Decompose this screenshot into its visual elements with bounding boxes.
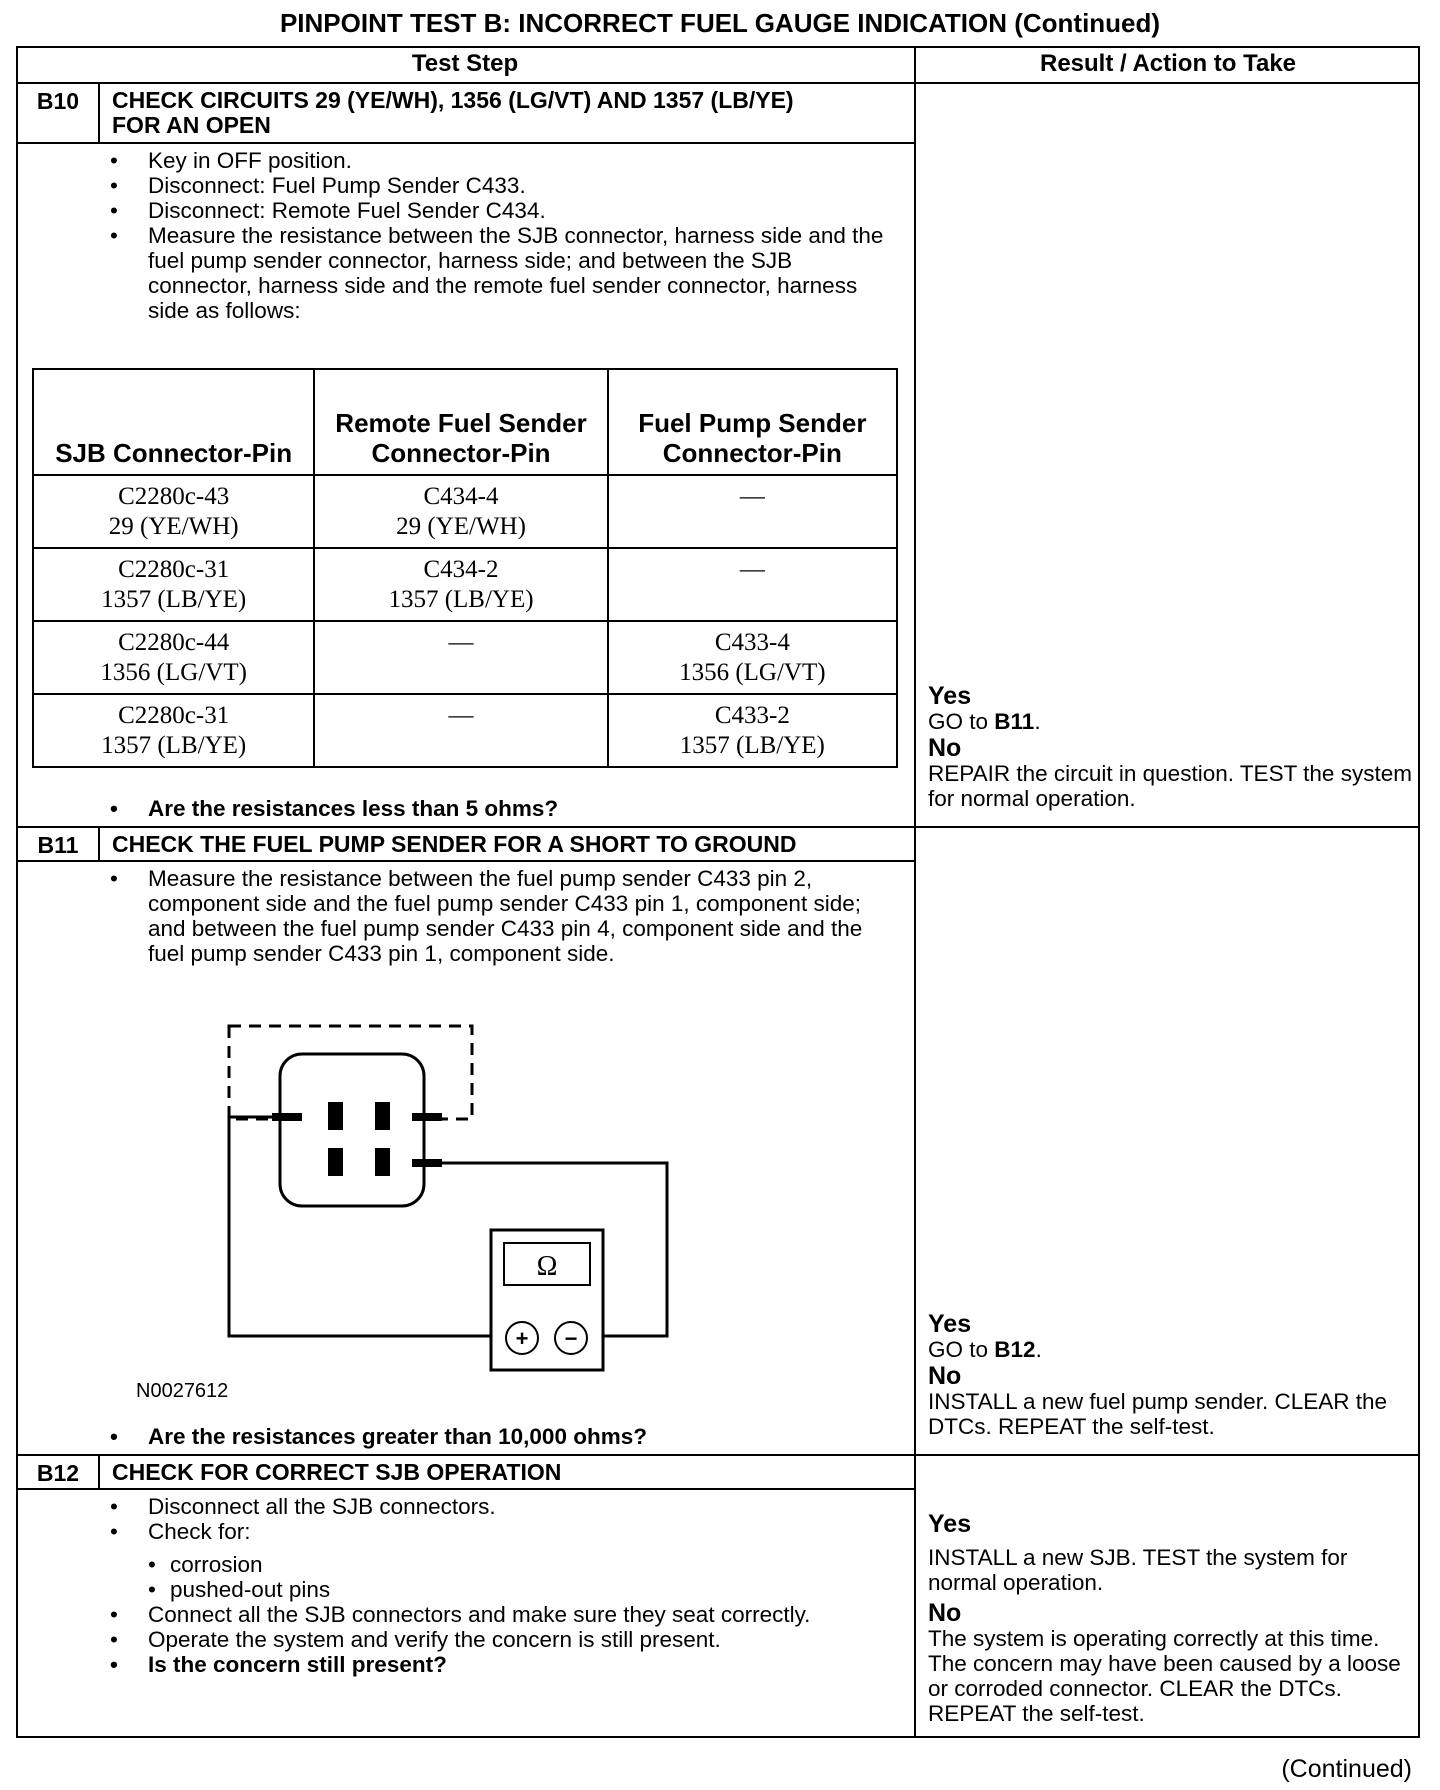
table-cell: — (314, 621, 607, 694)
probe-tip (412, 1159, 442, 1167)
b12-no-action: The system is operating correctly at this time. The concern may have been caused by a loose or corroded connector. CLEAR the DTCs. REPEAT the self-test. (928, 1626, 1401, 1726)
b10-bullet-2: • Disconnect: Fuel Pump Sender C433. (110, 173, 890, 198)
connector-body (280, 1054, 424, 1206)
plus-sign: + (515, 1326, 529, 1351)
b11-question: • Are the resistances greater than 10,000 ohms? (110, 1424, 890, 1449)
b12-instructions (110, 1494, 890, 1677)
table-cell: C434-2 1357 (LB/YE) (314, 548, 607, 621)
pin-table-header: Remote Fuel Sender Connector-Pin (314, 369, 607, 475)
table-cell: C2280c-31 1357 (LB/YE) (33, 694, 314, 767)
b11-yes-action: GO to B12. (928, 1337, 1042, 1362)
b11-b12-separator (16, 1454, 1420, 1456)
b10-title-line2: FOR AN OPEN (112, 112, 271, 138)
b12-bullet-1: • Disconnect all the SJB connectors. (110, 1494, 890, 1519)
table-cell: C2280c-44 1356 (LG/VT) (33, 621, 314, 694)
b12-yes-label: Yes (928, 1510, 972, 1538)
b11-no-label: No (928, 1362, 962, 1390)
b11-step-id: B11 (37, 832, 79, 858)
table-cell: C2280c-43 29 (YE/WH) (33, 475, 314, 548)
b11-yes-label: Yes (928, 1310, 972, 1338)
b11-no-action: INSTALL a new fuel pump sender. CLEAR the DTCs. REPEAT the self-test. (928, 1389, 1387, 1439)
connector-pin (375, 1102, 390, 1130)
connector-pin (375, 1148, 390, 1176)
b12-yes-action: INSTALL a new SJB. TEST the system for normal operation. (928, 1545, 1348, 1595)
b10-yes-ref: B11 (994, 709, 1035, 734)
b12-question: • Is the concern still present? (110, 1652, 890, 1677)
b12-check-item: • corrosion (148, 1552, 890, 1577)
table-cell: C434-4 29 (YE/WH) (314, 475, 607, 548)
continued-note: (Continued) (1281, 1755, 1412, 1783)
table-cell: C2280c-31 1357 (LB/YE) (33, 548, 314, 621)
b10-title-line1: CHECK CIRCUITS 29 (YE/WH), 1356 (LG/VT) AND 1357 (LB/YE) (112, 87, 794, 113)
b12-check-item: • pushed-out pins (148, 1577, 890, 1602)
b10-yes-label: Yes (928, 682, 972, 710)
table-cell: — (314, 694, 607, 767)
b12-step-title: CHECK FOR CORRECT SJB OPERATION (112, 1459, 562, 1485)
b11-bullet-1: • Measure the resistance between the fuel pump sender C433 pin 2, component side and the fuel pump sender C433 pin 1, component side; and between the fuel pump sender C433 pin 4, component side and the fuel pump sender C433 pin 1, component side. (110, 866, 890, 966)
b12-no-label: No (928, 1599, 962, 1627)
b10-bullet-3: • Disconnect: Remote Fuel Sender C434. (110, 198, 890, 223)
b12-result (928, 1510, 1418, 1726)
page-title: PINPOINT TEST B: INCORRECT FUEL GAUGE INDICATION (Continued) (279, 8, 1161, 38)
pin-table-header: Fuel Pump Sender Connector-Pin (608, 369, 897, 475)
b12-step-id: B12 (36, 1460, 80, 1486)
header-test-step: Test Step (411, 50, 519, 77)
b11-yes-ref: B12 (994, 1337, 1036, 1362)
connector-pin (328, 1102, 343, 1130)
table-cell: C433-2 1357 (LB/YE) (608, 694, 897, 767)
b11-question-list (110, 1424, 890, 1449)
header-result: Result / Action to Take (1039, 50, 1297, 77)
figure-code: N0027612 (136, 1380, 229, 1402)
connector-pin (328, 1148, 343, 1176)
pin-table-header: SJB Connector-Pin (33, 369, 314, 475)
table-cell: — (608, 475, 897, 548)
table-cell: — (608, 548, 897, 621)
b12-bullet-4: • Operate the system and verify the concern is still present. (110, 1627, 890, 1652)
minus-sign: − (564, 1326, 578, 1351)
b10-step-id: B10 (36, 88, 80, 114)
b10-bullet-1: • Key in OFF position. (110, 148, 890, 173)
b12-title-separator (16, 1488, 916, 1490)
b10-bullet-4: • Measure the resistance between the SJB connector, harness side and the fuel pump sender connector, harness side; and between the SJB connector, harness side and the remote fuel sender connector, harness side as follows: (110, 223, 890, 323)
b12-bullet-3: • Connect all the SJB connectors and make sure they seat correctly. (110, 1602, 890, 1627)
b12-bullet-2-text: Check for: (148, 1519, 251, 1544)
probe-tip (272, 1113, 302, 1121)
table-cell: C433-4 1356 (LG/VT) (608, 621, 897, 694)
probe-tip (412, 1113, 442, 1121)
b11-step-title: CHECK THE FUEL PUMP SENDER FOR A SHORT TO GROUND (112, 831, 797, 857)
b11-result (928, 1310, 1418, 1439)
b12-check-list (148, 1552, 890, 1602)
b10-no-label: No (928, 734, 962, 762)
b10-yes-action: GO to B11. (928, 709, 1041, 734)
b10-question: • Are the resistances less than 5 ohms? (110, 796, 890, 821)
b12-bullet-2 (110, 1519, 890, 1602)
ohm-symbol: Ω (536, 1251, 558, 1282)
b10-no-action: REPAIR the circuit in question. TEST the system for normal operation. (928, 761, 1412, 811)
